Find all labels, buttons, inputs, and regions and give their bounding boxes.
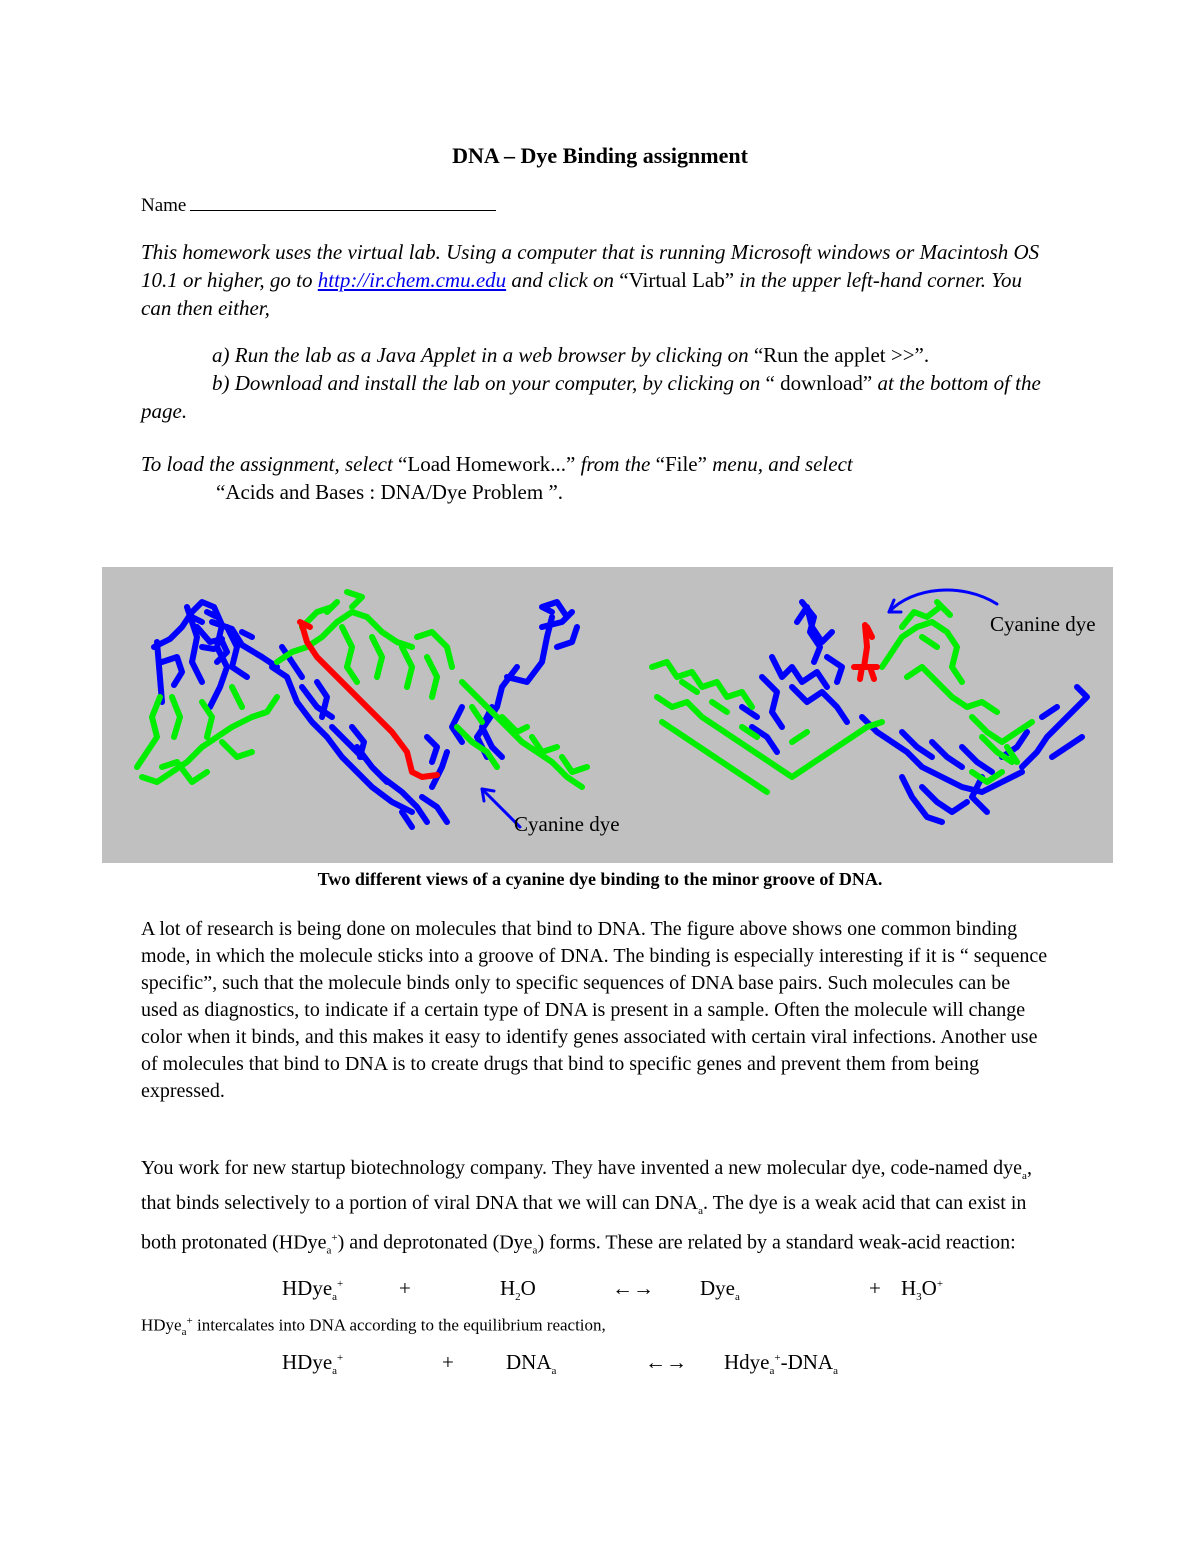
research-paragraph: A lot of research is being done on molecules that bind to DNA. The figure above shows one common binding mode, in which the molecule sticks into a groove of DNA. The binding is especially interesting if it is “ sequence specific”, such that the molecule binds only to specific sequences of DNA base pairs. Such molecules can be used as diagnostics, to indicate if a certain type of DNA is present in a sample. Often the molecule will change color when it binds, and this makes it easy to identify genes associated with certain viral infections. Another use of molecules that bind to DNA is to create drugs that bind to specific genes and prevent them from being expressed.	[141, 918, 1048, 1102]
intro-text-1: This homework uses the virtual lab. Using a computer that is running Microsoft windows or Macintosh OS 10.1 or higher, go to	[141, 240, 1040, 292]
option-b-quote: “ download”	[760, 371, 878, 395]
left-view-blue-strand	[154, 602, 577, 827]
option-a	[141, 341, 1051, 369]
virtual-lab-link[interactable]: http://ir.chem.cmu.edu	[317, 268, 507, 292]
option-a-end: .	[923, 343, 930, 367]
eq1-plus: +	[399, 1276, 411, 1300]
intro-text-3: in the upper left-hand corner. You can then either,	[141, 268, 1023, 320]
eq2-plus: +	[442, 1350, 454, 1374]
eq1-water: $H_2O$	[500, 1276, 536, 1304]
company-paragraph	[141, 1155, 1051, 1265]
name-blank[interactable]	[190, 192, 496, 211]
dna-dye-figure	[102, 567, 1113, 863]
superscript-plus: +	[331, 1232, 338, 1244]
virtual-lab-quote: “Virtual Lab”	[614, 268, 740, 292]
load-text-2: from the	[580, 452, 651, 476]
company-text-2: , that binds selectively to a portion of viral DNA that we will can DNA	[141, 1157, 1032, 1214]
company-text-1: You work for new startup biotechnology company. They have invented a new molecular dye, code-named dye	[141, 1157, 1023, 1179]
file-menu-quote: “File”	[650, 452, 713, 476]
figure-caption: Two different views of a cyanine dye binding to the minor groove of DNA.	[317, 869, 883, 889]
load-homework-quote: “Load Homework...”	[392, 452, 581, 476]
weak-acid-equation	[0, 1276, 1200, 1306]
problem-name: “Acids and Bases : DNA/Dye Problem ”.	[216, 480, 564, 504]
option-b	[141, 369, 1051, 425]
eq1-plus-2: +	[869, 1276, 881, 1300]
eq2-dna: $DNA_a$	[506, 1350, 557, 1378]
subscript-a: a	[326, 1244, 332, 1257]
load-instructions	[141, 450, 1051, 506]
eq2-product: $Hdye_a^+-DNA_a$	[724, 1350, 838, 1378]
eq1-hdye: HDye$_a$+	[282, 1276, 344, 1304]
cyanine-dye-label-left: Cyanine dye	[514, 812, 620, 836]
option-a-text: a) Run the lab as a Java Applet in a web browser by clicking on	[212, 343, 749, 367]
eq1-hydronium: $H_3O^+$	[901, 1276, 944, 1304]
intercalation-sentence: HDye$_a$+ intercalates into DNA according to the equilibrium reaction,	[141, 1315, 606, 1339]
eq2-hdye: HDye$_a$+	[282, 1350, 344, 1378]
company-text-4: ) and deprotonated (Dye	[337, 1231, 533, 1254]
subscript-a: a	[532, 1244, 538, 1257]
option-b-end: at the bottom of the page.	[141, 371, 1041, 423]
cyanine-dye-label-right: Cyanine dye	[990, 612, 1096, 636]
subscript-a: a	[698, 1205, 703, 1217]
eq1-dye: Dye$_a$	[700, 1276, 740, 1304]
option-b-text: b) Download and install the lab on your computer, by clicking on	[212, 371, 761, 395]
company-text-3: . The dye is a weak acid that can exist in both protonated (HDye	[141, 1192, 1027, 1254]
intro-paragraph	[141, 238, 1051, 322]
page-title: DNA – Dye Binding assignment	[452, 143, 748, 168]
eq1-equilibrium-arrow: ←→	[612, 1276, 654, 1300]
right-view-red-dye	[854, 625, 877, 679]
company-text-5: ) forms. These are related by a standard weak-acid reaction:	[537, 1231, 1016, 1254]
dna-molecular-illustration	[102, 567, 1113, 863]
name-field-line	[141, 192, 496, 217]
eq2-equilibrium-arrow: ←→	[645, 1350, 687, 1374]
load-text-3: menu, and select	[712, 452, 853, 476]
options-block	[141, 341, 1051, 425]
name-label: Name	[141, 195, 187, 216]
intro-text-2: and click on	[506, 268, 615, 292]
intercalation-equation	[0, 1350, 1200, 1380]
left-view-red-dye	[300, 622, 437, 777]
option-a-quote: “Run the applet >>”	[748, 343, 924, 367]
subscript-a: a	[1022, 1170, 1027, 1182]
load-text-1: To load the assignment, select	[141, 452, 393, 476]
